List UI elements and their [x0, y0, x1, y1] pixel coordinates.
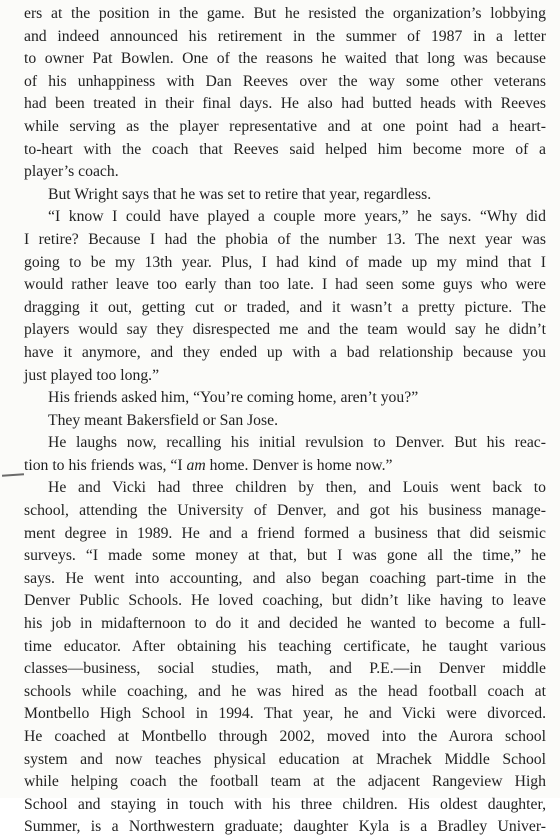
- text-line: system and now teaches physical education at Mrachek Middle School: [24, 750, 546, 768]
- text-run: home. Denver is home now.”: [205, 456, 393, 474]
- text-line: ers at the position in the game. But he resisted the organization’s lobbying: [24, 5, 546, 22]
- text-run: tion to his friends was, “I: [24, 456, 187, 474]
- text-line: dragging it out, getting cut or traded, and it wasn’t a pretty picture. The: [24, 298, 546, 316]
- text-line: of his unhappiness with Dan Reeves over the way some other veterans: [24, 72, 546, 90]
- emphasis-text: am: [186, 456, 206, 474]
- text-line: He coached at Montbello through 2002, moved into the Aurora school: [24, 728, 546, 745]
- text-line: have it anymore, and they ended up with a bad relationship because you: [24, 343, 546, 361]
- text-line: just played too long.”: [24, 366, 160, 384]
- text-line: But Wright says that he was set to retire that year, regardless.: [48, 185, 432, 203]
- text-line: schools while coaching, and he was hired as the head football coach at: [24, 682, 546, 700]
- text-line: and indeed announced his retirement in the summer of 1987 in a letter: [24, 27, 546, 45]
- text-line: Montbello High School in 1994. That year, he and Vicki were divorced.: [24, 705, 546, 723]
- text-line: He and Vicki had three children by then, and Louis went back to: [48, 479, 546, 497]
- text-line: player’s coach.: [24, 163, 119, 181]
- body-text: [24, 3, 546, 839]
- text-line: to-heart with the coach that Reeves said helped him become more of a: [24, 140, 546, 158]
- text-line: surveys. “I made some money at that, but I was gone all the time,” he: [24, 547, 546, 565]
- text-line: Denver Public Schools. He loved coaching, but didn’t like having to leave: [24, 592, 546, 610]
- text-line: “I know I could have played a couple more years,” he says. “Why did: [48, 208, 546, 226]
- text-line: School and staying in touch with his three children. His oldest daughter,: [24, 795, 546, 813]
- text-line: school, attending the University of Denver, and got his business manage-: [24, 502, 546, 520]
- text-line: says. He went into accounting, and also began coaching part-time in the: [24, 569, 546, 587]
- text-line: I retire? Because I had the phobia of the number 13. The next year was: [24, 230, 546, 248]
- text-line: had been treated in their final days. He also had butted heads with Reeves: [24, 95, 546, 113]
- text-line: [24, 455, 546, 478]
- text-line: while helping coach the football team at the adjacent Rangeview High: [24, 773, 546, 791]
- text-line: classes—business, social studies, math, and P.E.—in Denver middle: [24, 660, 546, 678]
- text-line: Summer, is a Northwestern graduate; daughter Kyla is a Bradley Univer-: [24, 818, 546, 836]
- pencil-margin-mark: [2, 473, 24, 477]
- text-line: would rather leave too early than too late. I had seen some guys who were: [24, 276, 546, 294]
- text-line: ment degree in 1989. He and a friend formed a business that did seismic: [24, 524, 546, 542]
- text-line: His friends asked him, “You’re coming home, aren’t you?”: [48, 389, 419, 407]
- text-line: to owner Pat Bowlen. One of the reasons he waited that long was because: [24, 50, 546, 68]
- text-line: while serving as the player representative and at one point had a heart-: [24, 117, 546, 135]
- text-line: players would say they disrespected me and the team would say he didn’t: [24, 321, 546, 339]
- text-line: He laughs now, recalling his initial revulsion to Denver. But his reac-: [48, 434, 546, 452]
- text-line: his job in midafternoon to do it and decided he wanted to become a full-: [24, 615, 546, 633]
- text-line: going to be my 13th year. Plus, I had kind of made up my mind that I: [24, 253, 546, 271]
- text-line: They meant Bakersfield or San Jose.: [48, 411, 279, 429]
- text-line: time educator. After obtaining his teaching certificate, he taught various: [24, 637, 546, 655]
